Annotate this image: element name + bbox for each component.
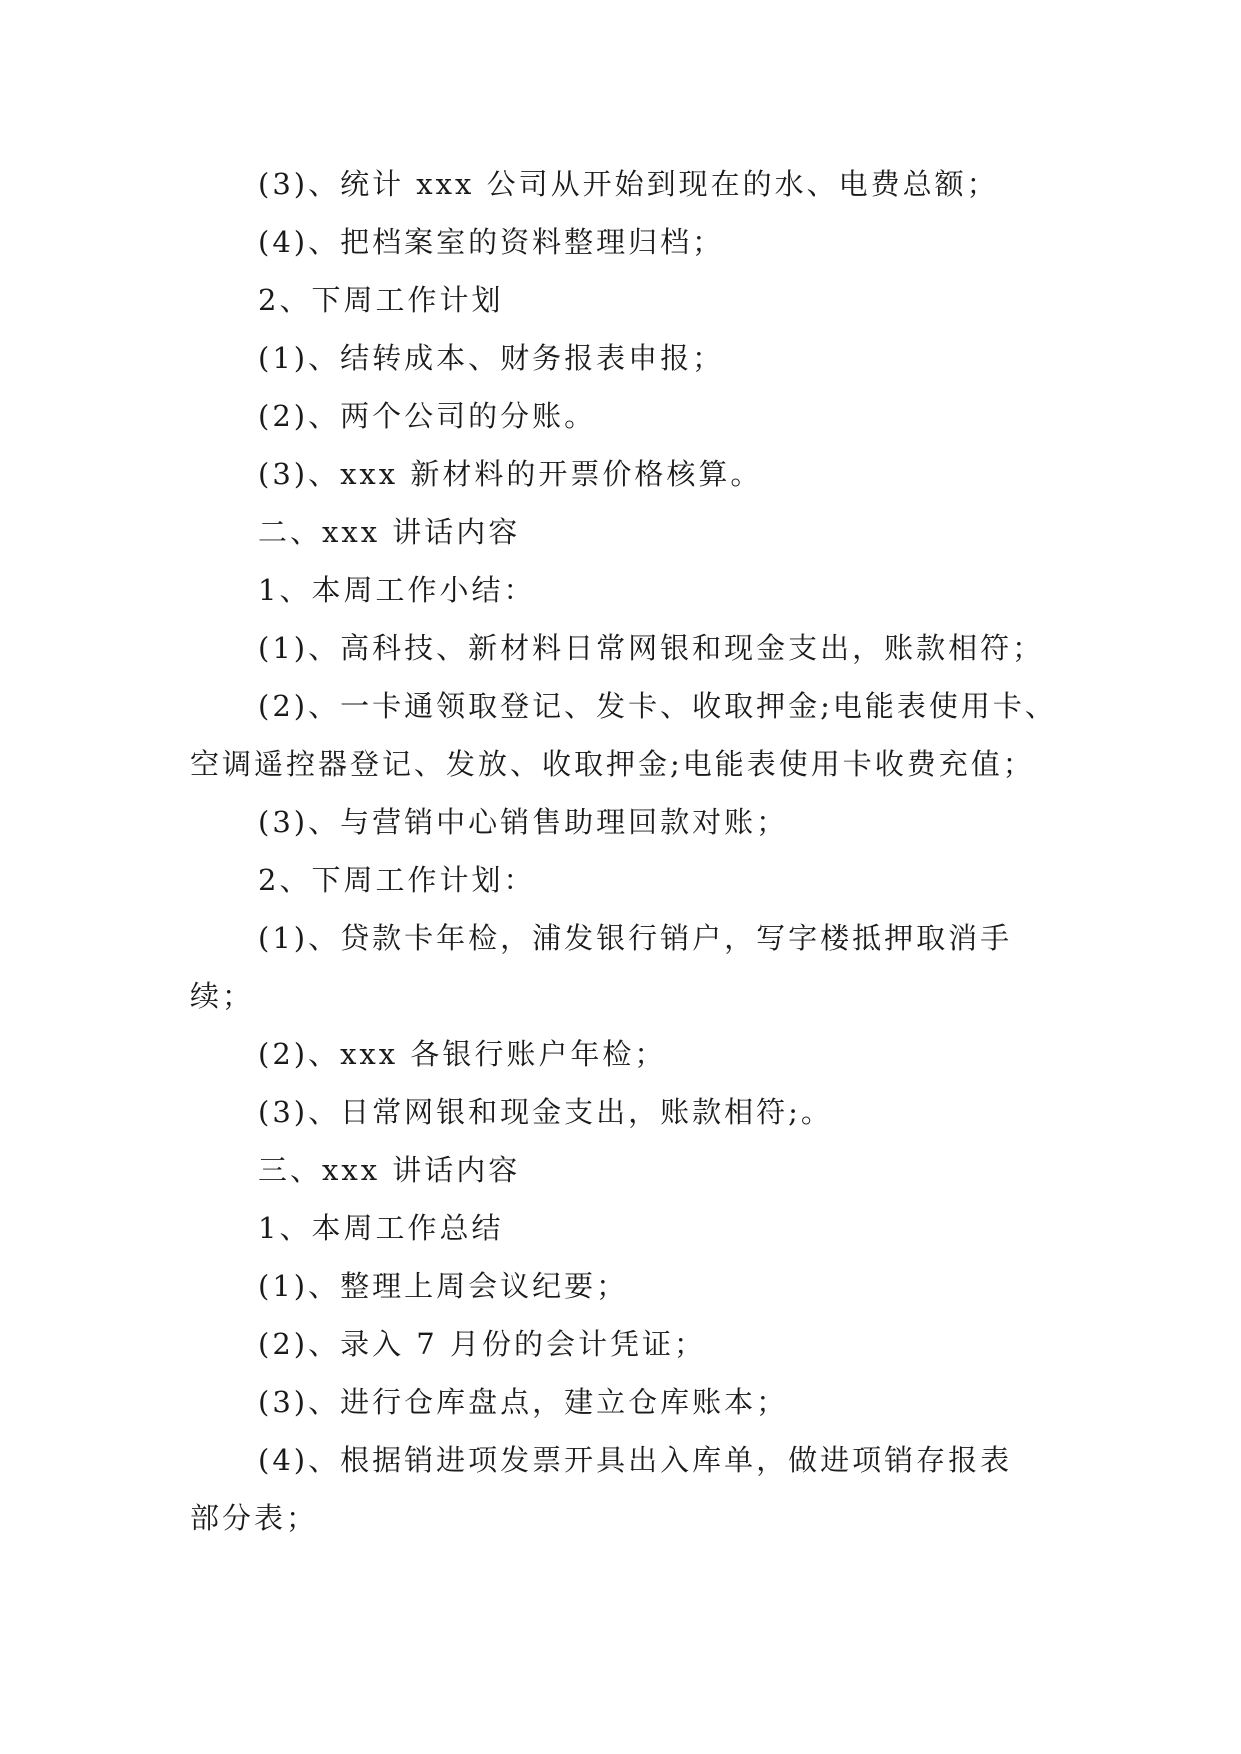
week-summary-heading: 1、本周工作小结：	[258, 573, 536, 607]
item-1-continuation: 续；	[190, 979, 255, 1013]
section-three-heading: 三、xxx 讲话内容	[258, 1153, 521, 1187]
item-3-reconciliation: (3)、与营销中心销售助理回款对账；	[258, 805, 789, 839]
item-3-inventory: (3)、进行仓库盘点，建立仓库账本；	[258, 1385, 789, 1419]
item-3-invoice-pricing: (3)、xxx 新材料的开票价格核算。	[258, 457, 763, 491]
item-4-archive: (4)、把档案室的资料整理归档；	[258, 225, 725, 259]
section-two-heading: 二、xxx 讲话内容	[258, 515, 521, 549]
item-1-loan-card: (1)、贷款卡年检，浦发银行销户，写字楼抵押取消手	[258, 921, 1013, 955]
item-2-continuation: 空调遥控器登记、发放、收取押金;电能表使用卡收费充值；	[190, 747, 1035, 781]
item-2-card-registration: (2)、一卡通领取登记、发卡、收取押金;电能表使用卡、	[258, 689, 1057, 723]
next-week-plan-heading: 2、下周工作计划	[258, 283, 504, 317]
item-1-online-banking: (1)、高科技、新材料日常网银和现金支出，账款相符；	[258, 631, 1045, 665]
next-week-plan-heading-2: 2、下周工作计划：	[258, 863, 536, 897]
item-2-vouchers: (2)、录入 7 月份的会计凭证；	[258, 1327, 706, 1361]
item-2-account-split: (2)、两个公司的分账。	[258, 399, 597, 433]
item-1-cost-carryover: (1)、结转成本、财务报表申报；	[258, 341, 725, 375]
item-2-bank-inspection: (2)、xxx 各银行账户年检；	[258, 1037, 667, 1071]
item-4-warehouse-docs: (4)、根据销进项发票开具出入库单，做进项销存报表	[258, 1443, 1013, 1477]
item-4-continuation: 部分表；	[190, 1501, 319, 1535]
week-summary-heading-2: 1、本周工作总结	[258, 1211, 504, 1245]
item-3-daily-expenses: (3)、日常网银和现金支出，账款相符;。	[258, 1095, 833, 1129]
item-3-utility-stats: (3)、统计 xxx 公司从开始到现在的水、电费总额；	[258, 167, 999, 201]
item-1-meeting-minutes: (1)、整理上周会议纪要；	[258, 1269, 629, 1303]
